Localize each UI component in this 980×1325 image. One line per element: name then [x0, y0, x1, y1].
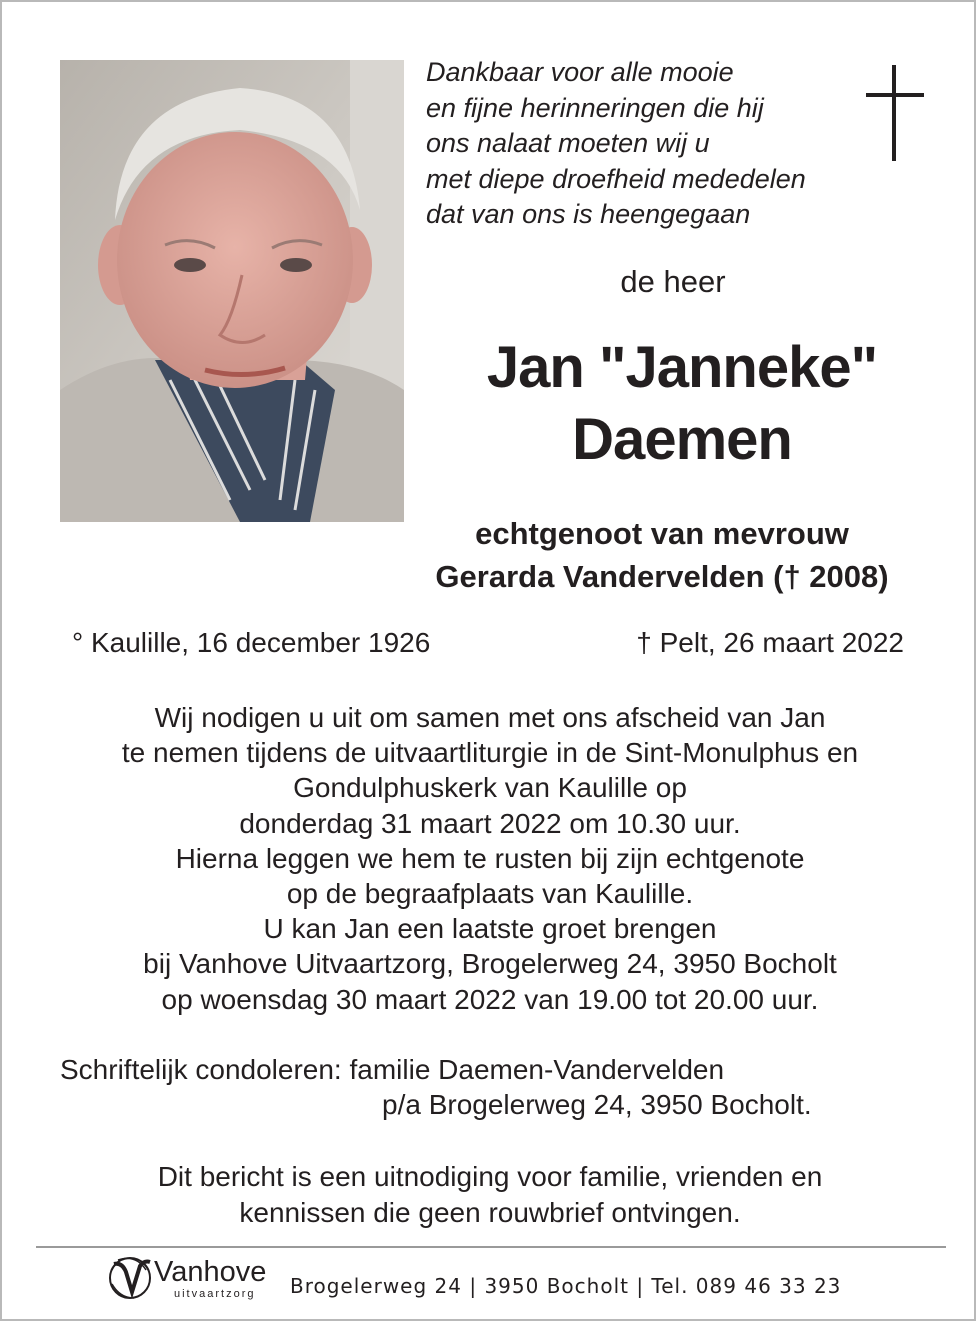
invite-line: te nemen tijdens de uitvaartliturgie in de Sint-Monulphus en [121, 737, 859, 769]
intro-line: en fijne herinneringen die hij [426, 92, 764, 123]
death-info: † Pelt, 26 maart 2022 [636, 627, 904, 658]
birth-info: ° Kaulille, 16 december 1926 [72, 627, 431, 658]
invitation-text [2, 700, 978, 1017]
notice-line: Dit bericht is een uitnodiging voor familie, vrienden en [157, 1161, 823, 1192]
intro-line: Dankbaar voor alle mooie [426, 57, 734, 87]
logo-subtitle: uitvaartzorg [174, 1288, 256, 1300]
notice-text [2, 1159, 978, 1230]
intro-text [426, 55, 806, 233]
intro-line: ons nalaat moeten wij u [426, 128, 710, 158]
vanhove-v-logo-icon [106, 1254, 154, 1304]
deceased-name [442, 332, 922, 476]
name-line-last: Daemen [572, 407, 792, 472]
invite-line: Wij nodigen u uit om samen met ons afscheid van Jan [154, 702, 826, 733]
honorific: de heer [620, 264, 726, 299]
name-line-first: Jan "Janneke" [486, 335, 878, 400]
intro-line: dat van ons is heengegaan [426, 199, 751, 229]
invite-line: bij Vanhove Uitvaartzorg, Brogelerweg 24, 3950 Bocholt [143, 948, 837, 980]
footer-divider [36, 1246, 946, 1248]
spouse-line: echtgenoot van mevrouw [475, 516, 849, 551]
spouse-info [382, 512, 942, 598]
intro-line: met diepe droefheid mededelen [426, 163, 806, 194]
vanhove-logo [106, 1254, 278, 1306]
condolence-address: p/a Brogelerweg 24, 3950 Bocholt. [382, 1089, 812, 1120]
invite-line: U kan Jan een laatste groet brengen [263, 913, 717, 945]
spouse-name: Gerarda Vandervelden († 2008) [435, 559, 889, 594]
invite-line: Gondulphuskerk van Kaulille op [293, 772, 687, 804]
footer-address: Brogelerweg 24 | 3950 Bocholt | Tel. 089 46 33 23 [290, 1274, 842, 1298]
portrait-photo [60, 60, 404, 522]
invite-line: donderdag 31 maart 2022 om 10.30 uur. [239, 807, 741, 839]
logo-name: Vanhove [154, 1256, 267, 1288]
invite-line: Hierna leggen we hem te rusten bij zijn echtgenote [175, 842, 805, 874]
invite-line: op de begraafplaats van Kaulille. [286, 878, 694, 910]
portrait-illustration [60, 60, 404, 522]
invite-line: op woensdag 30 maart 2022 van 19.00 tot 20.00 uur. [161, 983, 819, 1015]
condolence-line: Schriftelijk condoleren: familie Daemen-Vandervelden [60, 1054, 725, 1085]
latin-cross-icon [866, 65, 924, 161]
notice-line: kennissen die geen rouwbrief ontvingen. [239, 1196, 741, 1228]
